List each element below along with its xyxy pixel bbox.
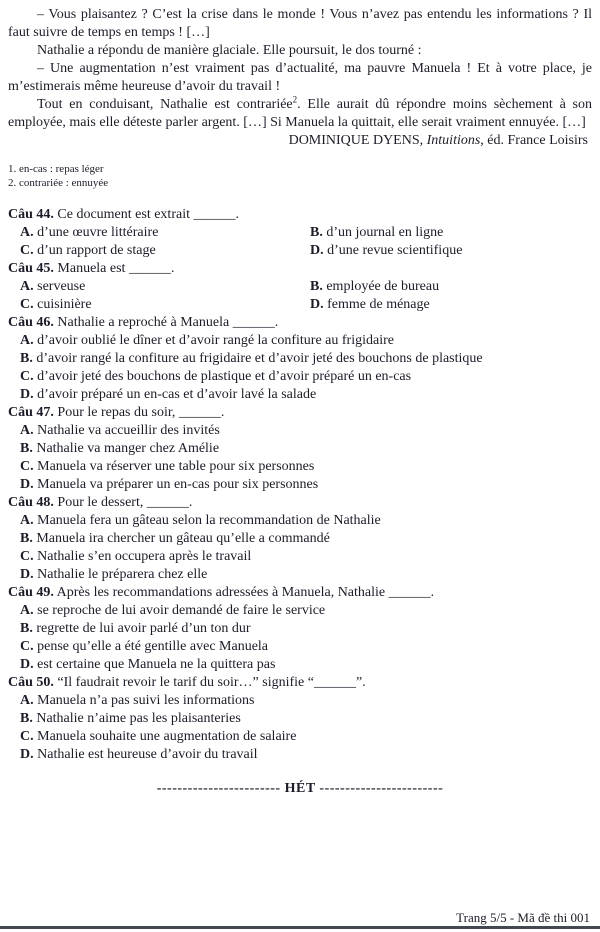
option-letter: C. <box>20 297 34 312</box>
question-options <box>8 512 592 584</box>
question-stem: Câu 46. Nathalie a reproché à Manuela ______. <box>8 315 279 330</box>
passage-paragraph: – Vous plaisantez ? C’est la crise dans le monde ! Vous n’avez pas entendu les informations ? Il faut suivre de temps en temps ! […] <box>8 7 592 40</box>
question-stem: Câu 47. Pour le repas du soir, ______. <box>8 405 225 420</box>
question-number: Câu 44. <box>8 207 54 222</box>
option-letter: B. <box>20 441 33 456</box>
option-item: B. d’un journal en ligne <box>310 225 444 240</box>
end-marker-label: HÉT <box>284 781 316 796</box>
option-letter: C. <box>20 459 34 474</box>
page-footer: Trang 5/5 - Mã đề thi 001 <box>456 910 590 925</box>
option-letter: A. <box>20 333 34 348</box>
option-item: A. d’avoir oublié le dîner et d’avoir rangé la confiture au frigidaire <box>20 333 394 348</box>
option-letter: B. <box>20 351 33 366</box>
option-item: D. femme de ménage <box>310 297 430 312</box>
passage-paragraph: – Une augmentation n’est vraiment pas d’actualité, ma pauvre Manuela ! Et à votre place, je m’estimerais même heureuse d’avoir du travail ! <box>8 61 592 94</box>
option-item: A. Manuela n’a pas suivi les informations <box>20 693 255 708</box>
option-letter: B. <box>20 621 33 636</box>
question-options <box>8 278 592 314</box>
option-item: A. Manuela fera un gâteau selon la recommandation de Nathalie <box>20 513 381 528</box>
question-block <box>8 674 592 764</box>
option-letter: B. <box>310 279 323 294</box>
option-item: B. Nathalie n’aime pas les plaisanteries <box>20 711 241 726</box>
question-block <box>8 206 592 260</box>
footnote: 2. contrariée : ennuyée <box>8 177 109 189</box>
option-item: D. d’avoir préparé un en-cas et d’avoir lavé la salade <box>20 387 317 402</box>
option-item: B. Nathalie va manger chez Amélie <box>20 441 220 456</box>
option-item: A. se reproche de lui avoir demandé de faire le service <box>20 603 326 618</box>
option-item: A. serveuse <box>20 279 86 294</box>
option-letter: C. <box>20 729 34 744</box>
option-item: C. cuisinière <box>20 297 92 312</box>
option-letter: A. <box>20 225 34 240</box>
option-item: C. Nathalie s’en occupera après le travail <box>20 549 252 564</box>
question-stem: Câu 49. Après les recommandations adressées à Manuela, Nathalie ______. <box>8 585 435 600</box>
option-item: B. regrette de lui avoir parlé d’un ton dur <box>20 621 251 636</box>
question-options <box>8 224 592 260</box>
option-item: C. Manuela souhaite une augmentation de salaire <box>20 729 297 744</box>
option-letter: B. <box>20 531 33 546</box>
question-number: Câu 47. <box>8 405 54 420</box>
option-item: B. Manuela ira chercher un gâteau qu’elle a commandé <box>20 531 330 546</box>
option-letter: D. <box>20 747 34 762</box>
question-block <box>8 260 592 314</box>
attribution <box>8 132 592 150</box>
option-item: D. Nathalie le préparera chez elle <box>20 567 208 582</box>
option-item: D. Nathalie est heureuse d’avoir du travail <box>20 747 258 762</box>
option-item: C. pense qu’elle a été gentille avec Manuela <box>20 639 269 654</box>
question-options <box>8 422 592 494</box>
question-options <box>8 332 592 404</box>
question-block <box>8 404 592 494</box>
option-letter: C. <box>20 369 34 384</box>
option-letter: C. <box>20 549 34 564</box>
question-block <box>8 584 592 674</box>
option-letter: A. <box>20 423 34 438</box>
question-number: Câu 50. <box>8 675 54 690</box>
attribution-book-title: Intuitions <box>426 133 481 148</box>
option-letter: D. <box>20 387 34 402</box>
question-number: Câu 45. <box>8 261 54 276</box>
question-block <box>8 494 592 584</box>
end-marker-dashes-left: ------------------------ <box>156 781 281 796</box>
option-letter: A. <box>20 693 34 708</box>
footnotes <box>8 162 592 190</box>
question-number: Câu 46. <box>8 315 54 330</box>
option-letter: C. <box>20 639 34 654</box>
question-number: Câu 48. <box>8 495 54 510</box>
question-stem: Câu 45. Manuela est ______. <box>8 261 175 276</box>
option-letter: C. <box>20 243 34 258</box>
passage <box>8 6 592 132</box>
option-letter: A. <box>20 513 34 528</box>
option-letter: D. <box>310 297 324 312</box>
page-bottom-rule <box>0 926 600 929</box>
option-letter: D. <box>20 477 34 492</box>
option-item: A. Nathalie va accueillir des invités <box>20 423 220 438</box>
question-stem: Câu 50. “Il faudrait revoir le tarif du soir…” signifie “______”. <box>8 675 366 690</box>
option-item: B. d’avoir rangé la confiture au frigidaire et d’avoir jeté des bouchons de plastique <box>20 351 483 366</box>
question-stem: Câu 44. Ce document est extrait ______. <box>8 207 239 222</box>
option-item: D. d’une revue scientifique <box>310 243 463 258</box>
option-letter: A. <box>20 279 34 294</box>
option-item: B. employée de bureau <box>310 279 440 294</box>
option-letter: D. <box>20 567 34 582</box>
option-letter: B. <box>310 225 323 240</box>
option-letter: B. <box>20 711 33 726</box>
option-item: A. d’une œuvre littéraire <box>20 225 159 240</box>
question-options <box>8 602 592 674</box>
attribution-author: DOMINIQUE DYENS, <box>288 133 427 148</box>
passage-paragraph: Nathalie a répondu de manière glaciale. Elle poursuit, le dos tourné : <box>37 43 422 58</box>
passage-paragraph: Tout en conduisant, Nathalie est contrariée$^2$. Elle aurait dû répondre moins sèchement à son employée, mais elle déteste parler argent. […] Si Manuela la quittait, elle serait vraiment ennuyée. […] <box>8 94 593 130</box>
option-item: D. est certaine que Manuela ne la quittera pas <box>20 657 276 672</box>
option-letter: D. <box>310 243 324 258</box>
footnote: 1. en-cas : repas léger <box>8 163 104 175</box>
option-item: C. Manuela va réserver une table pour six personnes <box>20 459 315 474</box>
footnote-ref: 2 <box>292 94 298 105</box>
end-marker <box>8 780 592 798</box>
question-stem: Câu 48. Pour le dessert, ______. <box>8 495 193 510</box>
question-block <box>8 314 592 404</box>
attribution-suffix: , éd. France Loisirs <box>480 133 588 148</box>
option-item: C. d’avoir jeté des bouchons de plastique et d’avoir préparé un en-cas <box>20 369 412 384</box>
question-number: Câu 49. <box>8 585 54 600</box>
option-letter: D. <box>20 657 34 672</box>
end-marker-dashes-right: ------------------------ <box>319 781 444 796</box>
option-item: D. Manuela va préparer un en-cas pour six personnes <box>20 477 319 492</box>
questions-section <box>8 206 592 764</box>
question-options <box>8 692 592 764</box>
option-item: C. d’un rapport de stage <box>20 243 156 258</box>
option-letter: A. <box>20 603 34 618</box>
